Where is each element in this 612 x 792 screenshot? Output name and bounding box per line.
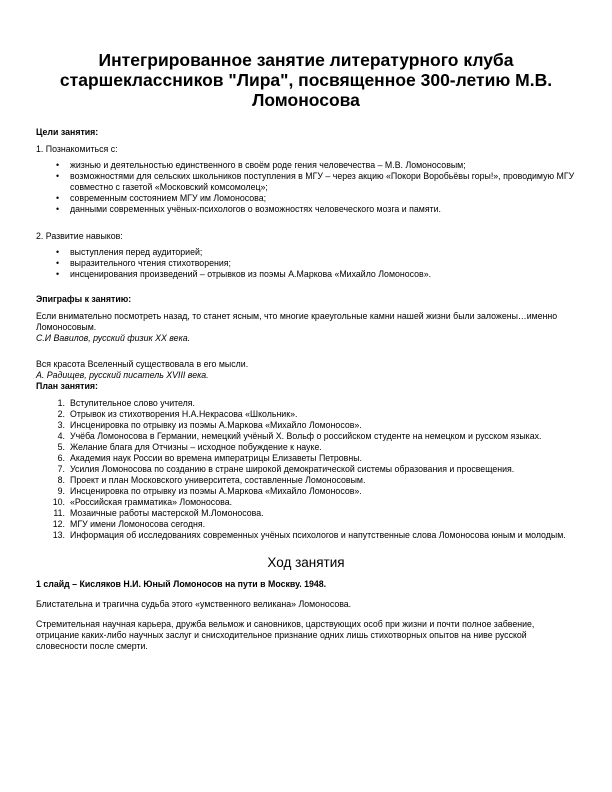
plan-item-text: Отрывок из стихотворения Н.А.Некрасова «Школьник». [70, 409, 298, 419]
list-item: • современным состоянием МГУ им Ломоносова; [36, 193, 576, 204]
plan-item-text: Усилия Ломоносова по созданию в стране широкой демократической системы образования и просвещения. [70, 464, 515, 474]
plan-item [36, 530, 576, 541]
plan-item [36, 420, 576, 431]
plan-item-number: 10. [52, 497, 65, 507]
list-item: • данными современных учёных-психологов о возможностях человеческого мозга и памяти. [36, 204, 576, 215]
goal1-list [36, 160, 576, 215]
epigraph2-text: Вся красота Вселенный существовала в его мысли. [36, 359, 249, 369]
list-item: • возможностями для сельских школьников поступления в МГУ – через акцию «Покори Воробьёвы горы!», проводимую МГУ совместно с газетой «Московский комсомолец»; [36, 171, 576, 193]
plan-item-text: Инсценировка по отрывку из поэмы А.Маркова «Михайло Ломоносов». [70, 486, 362, 496]
list-item: • инсценирования произведений – отрывков из поэмы А.Маркова «Михайло Ломоносов». [36, 269, 576, 280]
plan-item [36, 519, 576, 530]
plan-item-text: Мозаичные работы мастерской М.Ломоносова. [70, 508, 264, 518]
plan-item [36, 464, 576, 475]
goals-heading: Цели занятия: [36, 127, 99, 137]
plan-item [36, 431, 576, 442]
plan-item-number: 2. [57, 409, 65, 419]
document-page [36, 50, 576, 652]
plan-item-text: Проект и план Московского университета, составленные Ломоносовым. [70, 475, 366, 485]
slide1-caption: 1 слайд – Кисляков Н.И. Юный Ломоносов на пути в Москву. 1948. [36, 579, 327, 589]
plan-item-number: 5. [57, 442, 65, 452]
plan-item-number: 11. [53, 508, 65, 518]
plan-heading: План занятия: [36, 381, 98, 391]
plan-item-number: 8. [57, 475, 65, 485]
paragraph-1: Блистательна и трагична судьба этого «умственного великана» Ломоносова. [36, 599, 352, 609]
list-item: • выступления перед аудиторией; [36, 247, 576, 258]
epigraph1-author: С.И Вавилов, русский физик XX века. [36, 333, 191, 343]
plan-item [36, 486, 576, 497]
page-title: Интегрированное занятие литературного клуба старшеклассников "Лира", посвященное 300-летию М.В. Ломоносова [59, 50, 553, 110]
plan-list [36, 398, 576, 541]
paragraph-2: Стремительная научная карьера, дружба вельмож и сановников, царствующих особ при жизни и почти полное забвение, отрицание каких-либо научных заслуг и снисходительное признание одних лишь стихотворных опытов на ниве русской словесности после смерти. [36, 619, 535, 651]
plan-item-text: Инсценировка по отрывку из поэмы А.Маркова «Михайло Ломоносов». [70, 420, 362, 430]
plan-item [36, 398, 576, 409]
plan-item-number: 1. [57, 398, 65, 408]
list-item: • жизнью и деятельностью единственного в своём роде гения человечества – М.В. Ломоносовым; [36, 160, 576, 171]
plan-item-text: Академия наук России во времена императрицы Елизаветы Петровны. [70, 453, 362, 463]
epigraph2-author: А. Радищев, русский писатель XVIII века. [36, 370, 209, 380]
plan-item-number: 3. [57, 420, 65, 430]
list-item: • выразительного чтения стихотворения; [36, 258, 576, 269]
plan-item [36, 475, 576, 486]
plan-item-text: Вступительное слово учителя. [70, 398, 196, 408]
plan-item-number: 6. [57, 453, 65, 463]
plan-item-number: 4. [57, 431, 65, 441]
plan-item [36, 508, 576, 519]
epigraphs-heading: Эпиграфы к занятию: [36, 294, 132, 304]
plan-item-number: 7. [57, 464, 65, 474]
plan-item [36, 409, 576, 420]
plan-item-text: Желание блага для Отчизны – исходное побуждение к науке. [70, 442, 322, 452]
goal2-label: 2. Развитие навыков: [36, 231, 123, 241]
plan-item-number: 9. [57, 486, 65, 496]
plan-item-number: 13. [52, 530, 65, 540]
course-heading: Ход занятия [267, 555, 345, 570]
plan-item-text: Информация об исследованиях современных учёных психологов и напутственные слова Ломоносова юным и молодым. [70, 530, 566, 540]
epigraph1-text: Если внимательно посмотреть назад, то станет ясным, что многие краеугольные камни нашей жизни были заложены…именно Ломоносовым. [36, 311, 558, 332]
plan-item [36, 442, 576, 453]
plan-item-text: Учёба Ломоносова в Германии, немецкий учёный Х. Вольф о российском студенте на немецком и русском языках. [70, 431, 542, 441]
plan-item-number: 12. [52, 519, 65, 529]
goal2-list [36, 247, 576, 280]
plan-item-text: МГУ имени Ломоносова сегодня. [70, 519, 206, 529]
goal1-label: 1. Познакомиться с: [36, 144, 118, 154]
plan-item [36, 497, 576, 508]
plan-item-text: «Российская грамматика» Ломоносова. [70, 497, 233, 507]
plan-item [36, 453, 576, 464]
